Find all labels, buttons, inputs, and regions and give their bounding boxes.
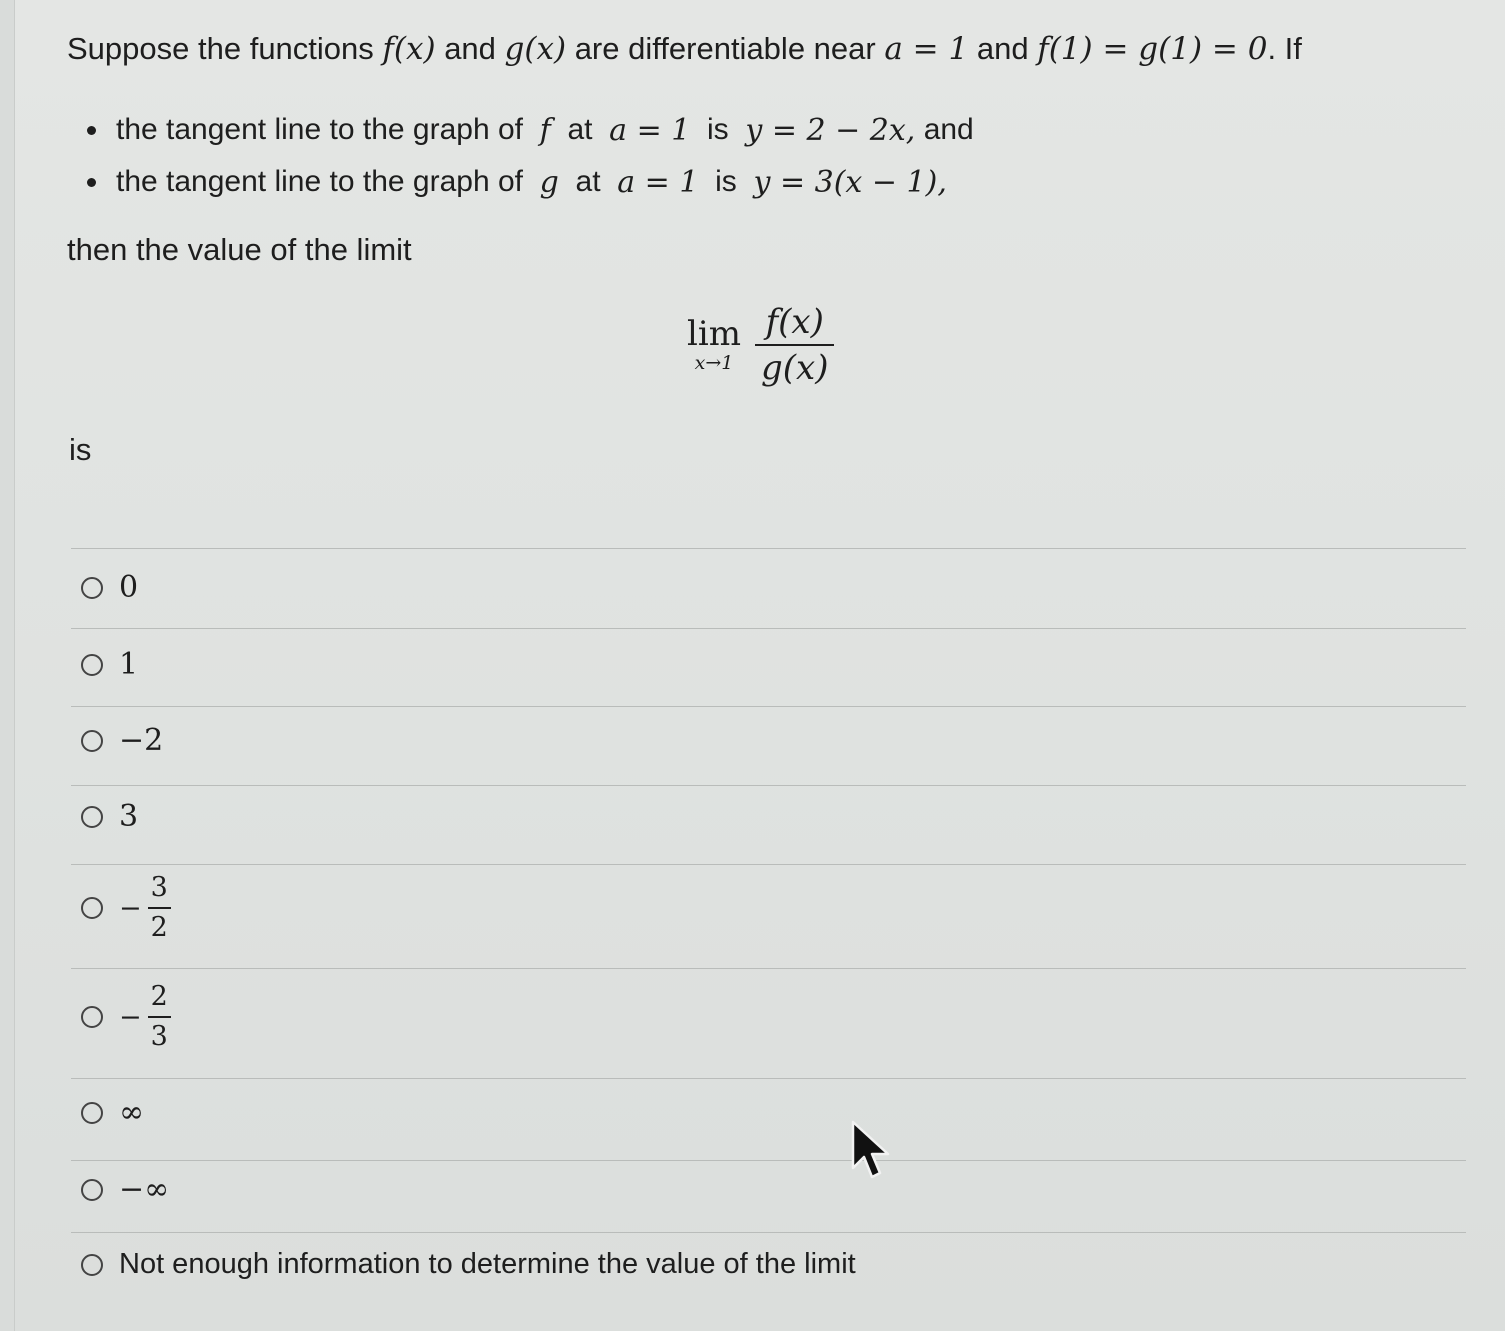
bullet-equation: y = 2 − 2x,: [745, 112, 916, 148]
radio-button[interactable]: [81, 1179, 103, 1201]
bullet-text: the tangent line to the graph of: [116, 165, 523, 198]
and-word-2: and: [976, 31, 1029, 66]
radio-button[interactable]: [81, 654, 103, 676]
fraction-minus: −: [119, 1001, 142, 1033]
fraction-numerator: f(x): [765, 302, 824, 342]
and-word: and: [444, 31, 496, 66]
intro-prefix: Suppose the functions: [67, 31, 374, 66]
radio-button[interactable]: [81, 577, 103, 599]
divider: [71, 864, 1466, 865]
arrow-cursor-icon: [851, 1120, 895, 1186]
option-1[interactable]: [81, 647, 138, 682]
option-fraction: [119, 978, 171, 1056]
option-not-enough-info[interactable]: [81, 1248, 856, 1281]
option-label: 3: [119, 799, 139, 834]
divider: [71, 1160, 1466, 1161]
then-text: then the value of the limit: [67, 232, 412, 267]
f1-g1-zero: f(1) = g(1) = 0: [1037, 31, 1268, 67]
fraction-numerator: 2: [150, 981, 168, 1012]
radio-button[interactable]: [81, 730, 103, 752]
option-neg-infinity[interactable]: [81, 1172, 169, 1207]
bullet-list: [87, 104, 974, 208]
bullet-dot: [87, 178, 96, 187]
option-fraction: [119, 869, 171, 947]
radio-button[interactable]: [81, 1006, 103, 1028]
limit-expression: [687, 300, 834, 390]
option-infinity[interactable]: [81, 1095, 144, 1130]
lim-word: lim: [687, 314, 741, 354]
bullet-func: f: [539, 112, 551, 148]
fraction-denominator: 3: [148, 1016, 171, 1056]
bullet-point: a = 1: [609, 112, 691, 148]
limit-fraction: [755, 300, 834, 390]
fraction-denominator: 2: [148, 907, 171, 947]
f-of-x: f(x): [382, 31, 436, 67]
divider: [71, 706, 1466, 707]
bullet-func: g: [539, 164, 559, 200]
divider: [71, 968, 1466, 969]
option-label: 0: [119, 570, 139, 605]
bullet-item: [87, 104, 974, 156]
option-neg-2-over-3[interactable]: [81, 978, 171, 1056]
radio-button[interactable]: [81, 1102, 103, 1124]
bullet-item: [87, 156, 974, 208]
option-label: Not enough information to determine the value of the limit: [119, 1248, 856, 1280]
divider: [71, 628, 1466, 629]
bullet-point: a = 1: [617, 164, 699, 200]
divider: [71, 1078, 1466, 1079]
lim-subscript: x→1: [694, 352, 734, 374]
intro-middle: are differentiable near: [574, 31, 876, 66]
divider: [71, 1232, 1466, 1233]
fraction: [148, 978, 171, 1056]
bullet-equation: y = 3(x − 1),: [753, 164, 947, 200]
divider: [71, 548, 1466, 549]
radio-button[interactable]: [81, 897, 103, 919]
bullet-suffix: and: [923, 113, 974, 146]
option-label: −∞: [119, 1172, 170, 1207]
g-of-x: g(x): [504, 31, 567, 67]
bullet-at: at: [575, 165, 601, 198]
option-label: 1: [119, 647, 139, 682]
option-0[interactable]: [81, 570, 138, 605]
option-label: −2: [119, 723, 164, 758]
fraction-numerator: 3: [150, 872, 168, 903]
option-label: ∞: [119, 1095, 144, 1130]
quiz-page: [14, 0, 1505, 1331]
bullet-is: is: [707, 113, 729, 146]
option-3[interactable]: [81, 799, 138, 834]
intro-suffix: . If: [1267, 31, 1302, 66]
question-intro: [67, 28, 1302, 70]
bullet-dot: [87, 126, 96, 135]
option-neg2[interactable]: [81, 723, 163, 758]
bullet-text: the tangent line to the graph of: [116, 113, 523, 146]
option-neg-3-over-2[interactable]: [81, 869, 171, 947]
is-text: is: [69, 432, 92, 467]
a-equals-1: a = 1: [884, 31, 969, 67]
divider: [71, 785, 1466, 786]
radio-button[interactable]: [81, 1254, 103, 1276]
fraction-denominator: g(x): [755, 344, 834, 390]
fraction: [148, 869, 171, 947]
bullet-is: is: [715, 165, 737, 198]
radio-button[interactable]: [81, 806, 103, 828]
lim-operator: [687, 316, 741, 374]
fraction-minus: −: [119, 892, 142, 924]
bullet-at: at: [567, 113, 593, 146]
